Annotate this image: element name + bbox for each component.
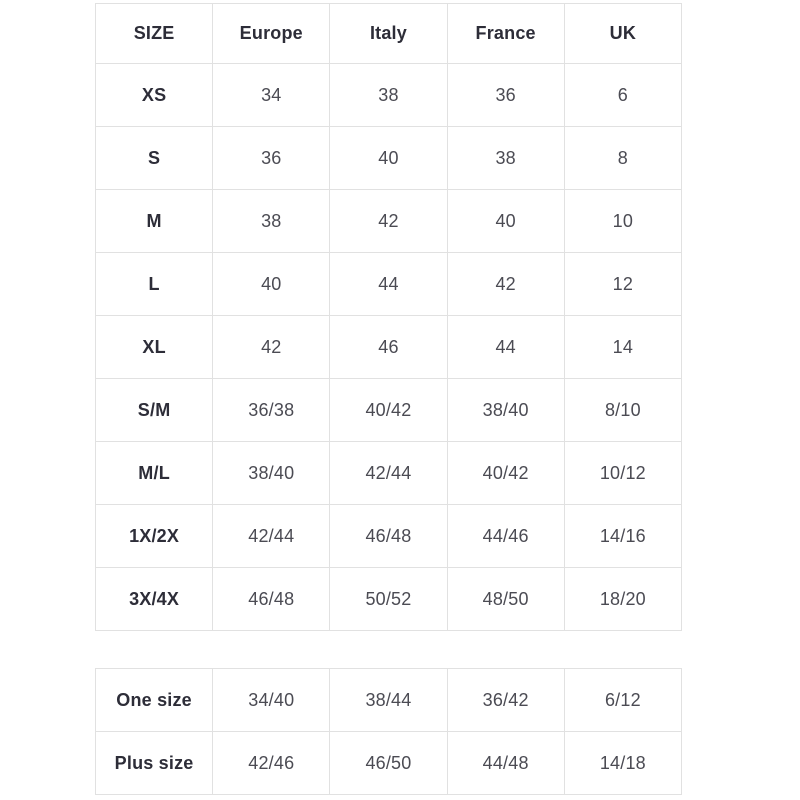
table-row [96, 379, 682, 442]
header-row [96, 4, 682, 64]
cell-europe: 42/44 [213, 505, 330, 568]
table-row [96, 127, 682, 190]
cell-europe: 42 [213, 316, 330, 379]
cell-italy: 50/52 [330, 568, 447, 631]
row-label: S [96, 127, 213, 190]
cell-italy: 46/50 [330, 732, 447, 795]
cell-uk: 6 [564, 64, 681, 127]
table-row [96, 253, 682, 316]
row-label: 3X/4X [96, 568, 213, 631]
cell-france: 40/42 [447, 442, 564, 505]
cell-europe: 36/38 [213, 379, 330, 442]
cell-europe: 40 [213, 253, 330, 316]
cell-uk: 12 [564, 253, 681, 316]
size-conversion-table [95, 3, 682, 631]
cell-italy: 38/44 [330, 669, 447, 732]
size-chart-container [95, 3, 682, 795]
cell-italy: 42 [330, 190, 447, 253]
table-row [96, 442, 682, 505]
row-label: L [96, 253, 213, 316]
row-label: XL [96, 316, 213, 379]
cell-europe: 34 [213, 64, 330, 127]
cell-france: 38 [447, 127, 564, 190]
table-row [96, 190, 682, 253]
column-header-size: SIZE [96, 4, 213, 64]
cell-europe: 34/40 [213, 669, 330, 732]
cell-europe: 38/40 [213, 442, 330, 505]
cell-uk: 14 [564, 316, 681, 379]
cell-france: 36/42 [447, 669, 564, 732]
column-header-italy: Italy [330, 4, 447, 64]
cell-uk: 6/12 [564, 669, 681, 732]
cell-italy: 38 [330, 64, 447, 127]
cell-italy: 46 [330, 316, 447, 379]
special-sizes-table [95, 668, 682, 795]
cell-france: 38/40 [447, 379, 564, 442]
table-row [96, 568, 682, 631]
cell-france: 48/50 [447, 568, 564, 631]
row-label: One size [96, 669, 213, 732]
cell-italy: 46/48 [330, 505, 447, 568]
column-header-france: France [447, 4, 564, 64]
table-row [96, 669, 682, 732]
cell-uk: 8/10 [564, 379, 681, 442]
column-header-europe: Europe [213, 4, 330, 64]
cell-italy: 42/44 [330, 442, 447, 505]
cell-uk: 18/20 [564, 568, 681, 631]
cell-france: 44/46 [447, 505, 564, 568]
cell-italy: 44 [330, 253, 447, 316]
cell-uk: 8 [564, 127, 681, 190]
row-label: M [96, 190, 213, 253]
row-label: Plus size [96, 732, 213, 795]
cell-france: 36 [447, 64, 564, 127]
table-row [96, 732, 682, 795]
cell-uk: 14/18 [564, 732, 681, 795]
cell-italy: 40 [330, 127, 447, 190]
row-label: XS [96, 64, 213, 127]
row-label: M/L [96, 442, 213, 505]
cell-italy: 40/42 [330, 379, 447, 442]
table-row [96, 316, 682, 379]
row-label: S/M [96, 379, 213, 442]
column-header-uk: UK [564, 4, 681, 64]
cell-uk: 14/16 [564, 505, 681, 568]
cell-europe: 42/46 [213, 732, 330, 795]
row-label: 1X/2X [96, 505, 213, 568]
cell-europe: 38 [213, 190, 330, 253]
cell-europe: 36 [213, 127, 330, 190]
cell-uk: 10 [564, 190, 681, 253]
cell-france: 44/48 [447, 732, 564, 795]
cell-france: 40 [447, 190, 564, 253]
cell-france: 44 [447, 316, 564, 379]
table-row [96, 505, 682, 568]
cell-uk: 10/12 [564, 442, 681, 505]
cell-france: 42 [447, 253, 564, 316]
table-row [96, 64, 682, 127]
cell-europe: 46/48 [213, 568, 330, 631]
